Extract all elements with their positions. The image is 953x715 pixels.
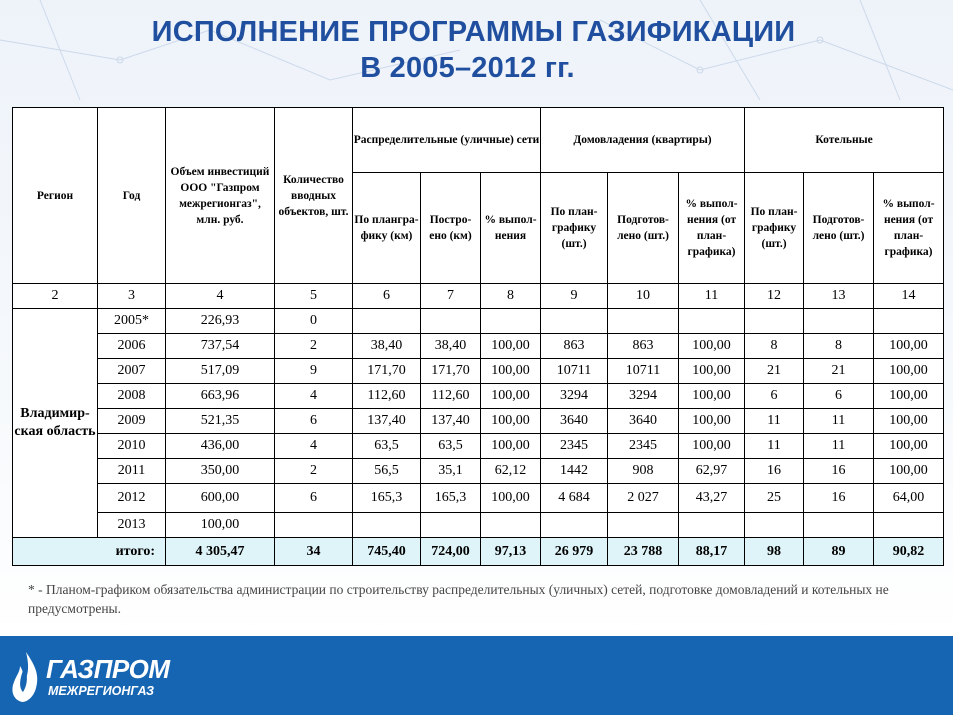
table-cell [481, 513, 541, 538]
table-body [13, 309, 944, 538]
header-hh-prepared: Подготов-лено (шт.) [608, 173, 679, 284]
table-cell: 171,70 [353, 359, 421, 384]
col-number: 6 [353, 284, 421, 309]
table-cell [608, 513, 679, 538]
col-number: 12 [745, 284, 804, 309]
year-cell: 2009 [98, 409, 166, 434]
col-number: 7 [421, 284, 481, 309]
table-cell: 3294 [541, 384, 608, 409]
region-cell: Владимир-ская область [13, 309, 98, 538]
title-line-1: ИСПОЛНЕНИЕ ПРОГРАММЫ ГАЗИФИКАЦИИ [151, 16, 796, 48]
table-cell: 2345 [608, 434, 679, 459]
table-cell: 100,00 [679, 334, 745, 359]
table-cell: 21 [745, 359, 804, 384]
table-cell [679, 513, 745, 538]
table-cell: 663,96 [166, 384, 275, 409]
header-year: Год [98, 108, 166, 284]
table-cell: 100,00 [166, 513, 275, 538]
total-cell: 88,17 [679, 538, 745, 566]
table-cell: 3294 [608, 384, 679, 409]
table-cell: 21 [804, 359, 874, 384]
table-cell: 11 [745, 434, 804, 459]
table-cell: 100,00 [874, 459, 944, 484]
table-cell [275, 513, 353, 538]
table-cell: 2345 [541, 434, 608, 459]
total-cell: 34 [275, 538, 353, 566]
col-number: 2 [13, 284, 98, 309]
flame-icon [6, 650, 46, 706]
table-cell: 517,09 [166, 359, 275, 384]
col-number: 14 [874, 284, 944, 309]
table-cell: 8 [745, 334, 804, 359]
table-cell: 350,00 [166, 459, 275, 484]
total-cell: 98 [745, 538, 804, 566]
table-cell [608, 309, 679, 334]
table-cell: 9 [275, 359, 353, 384]
col-number: 11 [679, 284, 745, 309]
table-cell: 100,00 [481, 409, 541, 434]
table-cell: 100,00 [481, 434, 541, 459]
table-cell: 171,70 [421, 359, 481, 384]
table-cell [353, 309, 421, 334]
table-row [13, 409, 944, 434]
col-number: 8 [481, 284, 541, 309]
table-cell: 100,00 [874, 434, 944, 459]
total-cell: 26 979 [541, 538, 608, 566]
table-cell: 165,3 [353, 484, 421, 513]
table-cell: 2 027 [608, 484, 679, 513]
table-cell: 2 [275, 459, 353, 484]
table-cell: 1442 [541, 459, 608, 484]
table-cell: 100,00 [874, 334, 944, 359]
table-cell [421, 513, 481, 538]
total-cell: 97,13 [481, 538, 541, 566]
table-row [13, 309, 944, 334]
year-cell: 2008 [98, 384, 166, 409]
table-cell: 436,00 [166, 434, 275, 459]
total-row [13, 538, 944, 566]
total-cell: 23 788 [608, 538, 679, 566]
table-cell: 137,40 [421, 409, 481, 434]
table-row [13, 384, 944, 409]
table-cell: 737,54 [166, 334, 275, 359]
header-b-prepared: Подготов-лено (шт.) [804, 173, 874, 284]
year-cell: 2010 [98, 434, 166, 459]
header-net-built: Постро-ено (км) [421, 173, 481, 284]
table-cell: 100,00 [481, 334, 541, 359]
table-cell [804, 309, 874, 334]
table-cell: 908 [608, 459, 679, 484]
table-cell: 137,40 [353, 409, 421, 434]
table-cell: 10711 [608, 359, 679, 384]
table-cell: 863 [541, 334, 608, 359]
table-row [13, 513, 944, 538]
table-cell: 4 [275, 384, 353, 409]
table-cell: 6 [275, 409, 353, 434]
table-cell: 4 684 [541, 484, 608, 513]
table-cell [421, 309, 481, 334]
total-label: итого: [13, 538, 166, 566]
table-row [13, 459, 944, 484]
table-cell: 38,40 [353, 334, 421, 359]
total-cell: 4 305,47 [166, 538, 275, 566]
header-hh-pct: % выпол-нения (от план-графика) [679, 173, 745, 284]
table-cell: 600,00 [166, 484, 275, 513]
table-cell [745, 513, 804, 538]
col-number: 5 [275, 284, 353, 309]
page-title [0, 14, 953, 86]
table-cell: 112,60 [421, 384, 481, 409]
table-cell: 56,5 [353, 459, 421, 484]
table-cell [745, 309, 804, 334]
table-cell [353, 513, 421, 538]
year-cell: 2006 [98, 334, 166, 359]
table-cell: 100,00 [874, 409, 944, 434]
col-number: 4 [166, 284, 275, 309]
table-cell: 4 [275, 434, 353, 459]
table-cell: 43,27 [679, 484, 745, 513]
header-networks: Распределительные (уличные) сети [353, 108, 541, 173]
logo-main-text: ГАЗПРОМ [46, 654, 170, 684]
table-cell: 64,00 [874, 484, 944, 513]
header-boilers: Котельные [745, 108, 944, 173]
header-investment: Объем инвестиций ООО "Газпром межрегионгаз", млн. руб. [166, 108, 275, 284]
table-row [13, 334, 944, 359]
year-cell: 2005* [98, 309, 166, 334]
table-cell: 63,5 [353, 434, 421, 459]
table-cell [541, 513, 608, 538]
table-cell: 112,60 [353, 384, 421, 409]
table-cell: 100,00 [481, 384, 541, 409]
year-cell: 2013 [98, 513, 166, 538]
company-logo [6, 650, 170, 706]
total-cell: 89 [804, 538, 874, 566]
table-cell: 25 [745, 484, 804, 513]
header-b-pct: % выпол-нения (от план-графика) [874, 173, 944, 284]
table-cell: 10711 [541, 359, 608, 384]
table-cell: 3640 [541, 409, 608, 434]
gasification-table [12, 107, 944, 566]
table-cell [541, 309, 608, 334]
column-number-row [13, 284, 944, 309]
col-number: 13 [804, 284, 874, 309]
table-cell: 100,00 [679, 434, 745, 459]
table-cell: 16 [745, 459, 804, 484]
col-number: 3 [98, 284, 166, 309]
total-cell: 90,82 [874, 538, 944, 566]
header-region: Регион [13, 108, 98, 284]
header-net-pct: % выпол-нения [481, 173, 541, 284]
table-cell: 62,97 [679, 459, 745, 484]
col-number: 9 [541, 284, 608, 309]
table-cell: 226,93 [166, 309, 275, 334]
table-cell: 16 [804, 459, 874, 484]
table-cell: 38,40 [421, 334, 481, 359]
col-number: 10 [608, 284, 679, 309]
header-hh-plan: По план-графику (шт.) [541, 173, 608, 284]
table-cell: 62,12 [481, 459, 541, 484]
table-cell: 8 [804, 334, 874, 359]
table-row [13, 484, 944, 513]
header-inputs: Количество вводных объектов, шт. [275, 108, 353, 284]
table-cell: 63,5 [421, 434, 481, 459]
year-cell: 2012 [98, 484, 166, 513]
table-cell: 3640 [608, 409, 679, 434]
header-b-plan: По план-графику (шт.) [745, 173, 804, 284]
table-cell: 100,00 [874, 359, 944, 384]
year-cell: 2007 [98, 359, 166, 384]
total-cell: 745,40 [353, 538, 421, 566]
table-cell: 6 [804, 384, 874, 409]
table-cell: 0 [275, 309, 353, 334]
table-cell: 100,00 [481, 484, 541, 513]
logo-sub-text: МЕЖРЕГИОНГАЗ [48, 684, 155, 698]
table-cell: 100,00 [679, 384, 745, 409]
total-cell: 724,00 [421, 538, 481, 566]
table-cell: 11 [804, 434, 874, 459]
table-row [13, 359, 944, 384]
footnote: * - Планом-графиком обязательства администрации по строительству распределительных (уличных) сетей, подготовке домовладений и котельных не предусмотрены. [28, 582, 889, 616]
table-cell: 863 [608, 334, 679, 359]
table-row [13, 434, 944, 459]
header-net-plan: По плангра-фику (км) [353, 173, 421, 284]
table-cell [874, 309, 944, 334]
table-cell [481, 309, 541, 334]
table-cell: 6 [745, 384, 804, 409]
year-cell: 2011 [98, 459, 166, 484]
table-cell: 165,3 [421, 484, 481, 513]
table-cell [874, 513, 944, 538]
table-cell: 100,00 [679, 409, 745, 434]
table-cell: 2 [275, 334, 353, 359]
table-cell: 100,00 [874, 384, 944, 409]
table-cell: 100,00 [679, 359, 745, 384]
table-cell: 11 [804, 409, 874, 434]
table-cell [804, 513, 874, 538]
table-cell: 35,1 [421, 459, 481, 484]
table-cell: 11 [745, 409, 804, 434]
table-cell: 6 [275, 484, 353, 513]
table-cell: 100,00 [481, 359, 541, 384]
table-cell: 521,35 [166, 409, 275, 434]
table-cell: 16 [804, 484, 874, 513]
title-line-2: В 2005–2012 гг. [360, 52, 575, 84]
table-cell [679, 309, 745, 334]
header-households: Домовладения (квартиры) [541, 108, 745, 173]
